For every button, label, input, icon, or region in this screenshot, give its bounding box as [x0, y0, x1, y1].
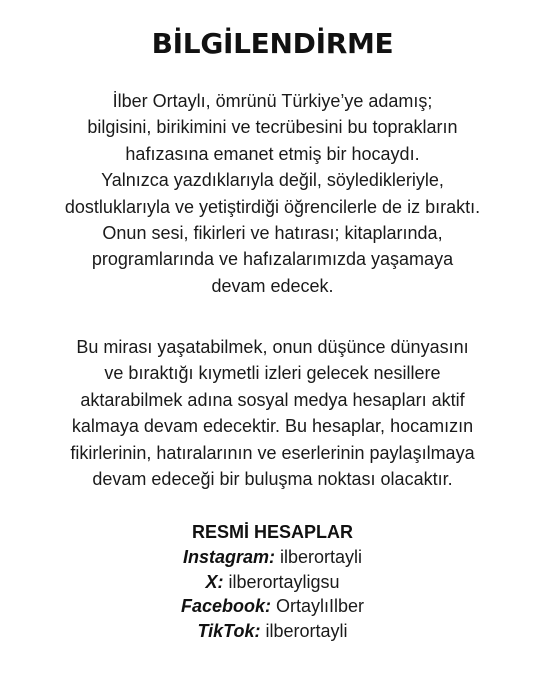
- platform-label: TikTok:: [197, 620, 261, 641]
- account-handle: ilberortayligsu: [228, 571, 340, 592]
- text-line: aktarabilmek adına sosyal medya hesapları aktif: [80, 389, 465, 410]
- text-line: fikirlerinin, hatıralarının ve eserlerinin paylaşılmaya: [70, 442, 475, 463]
- account-handle: ilberortayli: [265, 620, 348, 641]
- account-row-x: [0, 570, 545, 595]
- account-row-tiktok: [0, 619, 545, 644]
- text-line: ve bıraktığı kıymetli izleri gelecek nesillere: [104, 363, 441, 384]
- text-line: kalmaya devam edecektir. Bu hesaplar, hocamızın: [71, 416, 474, 437]
- paragraph-tribute: [0, 88, 545, 299]
- accounts-heading: RESMİ HESAPLAR: [191, 522, 353, 542]
- text-line: programlarında ve hafızalarımızda yaşamaya: [91, 249, 454, 270]
- text-line: devam edeceği bir buluşma noktası olacaktır.: [92, 469, 453, 490]
- platform-label: Facebook:: [180, 596, 271, 616]
- text-line: Onun sesi, fikirleri ve hatırası; kitaplarında,: [102, 223, 443, 244]
- official-accounts: [0, 520, 545, 643]
- paragraph-legacy: [0, 334, 545, 492]
- account-handle: ilberortayli: [280, 547, 363, 567]
- text-line: Bu mirası yaşatabilmek, onun düşünce dünyasını: [76, 337, 469, 357]
- page-title: BİLGİLENDİRME: [151, 27, 394, 60]
- account-row-instagram: [0, 545, 545, 570]
- text-line: hafızasına emanet etmiş bir hocaydı.: [125, 143, 420, 164]
- account-row-facebook: [0, 594, 545, 619]
- text-line: Yalnızca yazdıklarıyla değil, söyledikleriyle,: [101, 170, 444, 191]
- text-line: İlber Ortaylı, ömrünü Türkiye’ye adamış;: [112, 91, 433, 111]
- text-line: bilgisini, birikimini ve tecrübesini bu toprakların: [87, 117, 458, 138]
- account-handle: OrtaylıIlber: [276, 596, 365, 616]
- text-line: devam edecek.: [211, 275, 334, 296]
- platform-label: X:: [205, 571, 224, 592]
- platform-label: Instagram:: [182, 547, 275, 567]
- text-line: dostluklarıyla ve yetiştirdiği öğrencilerle de iz bıraktı.: [64, 196, 481, 217]
